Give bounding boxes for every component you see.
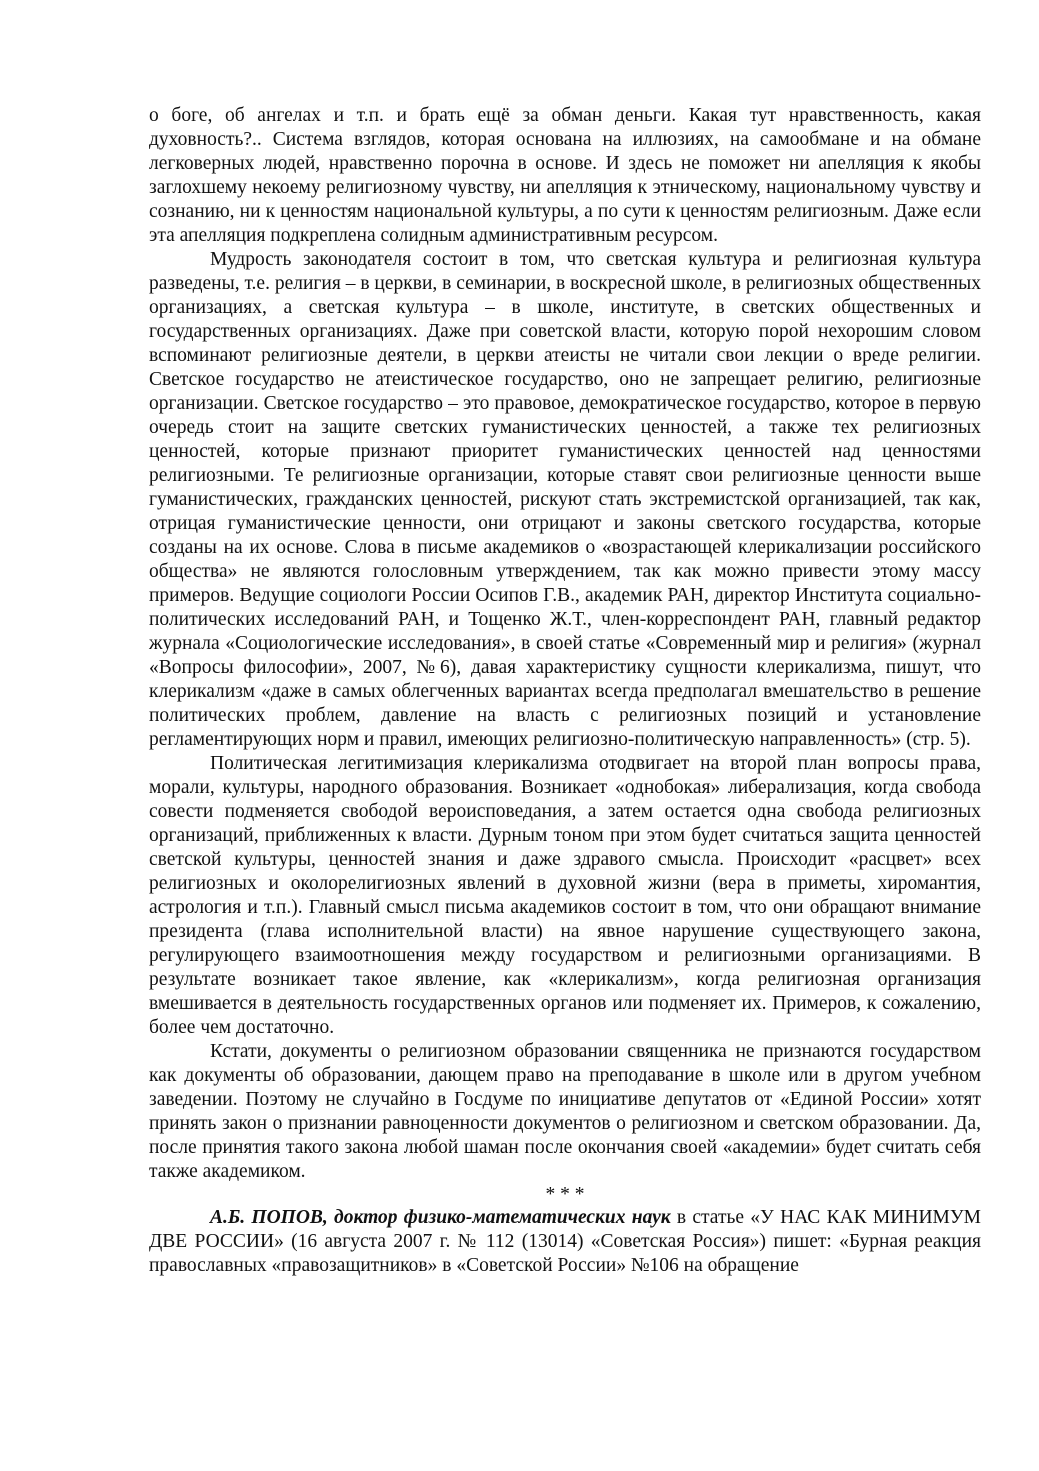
author-name: А.Б. ПОПОВ, доктор физико-математических наук bbox=[210, 1207, 671, 1228]
section-separator: * * * bbox=[545, 1184, 585, 1205]
paragraph-legislator-wisdom: Мудрость законодателя состоит в том, что светская культура и религиозная культура разведены, т.е. религия – в церкви, в семинарии, в воскресной школе, в религиозных общественных организациях, а светская культура – в школе, институте, в светских общественных и государственных организациях. Даже при советской власти, которую порой нехорошим словом вспоминают религиозные деятели, в церкви атеисты не читали свои лекции о вреде религии. Светское государство не атеистическое государство, оно не запрещает религию, религиозные организации. Светское государство – это правовое, демократическое государство, которое в первую очередь стоит на защите светских гуманистических ценностей, а также тех религиозных ценностей, которые признают приоритет гуманистических ценностей над ценностями религиозными. Те религиозные организации, которые ставят свои религиозные ценности выше гуманистических, гражданских ценностей, рискуют стать экстремистской организацией, так как, отрицая гуманистические ценности, они отрицают и законы светского государства, которые созданы на их основе. Слова в письме академиков о «возрастающей клерикализации российского общества» не являются голословным утверждением, так как можно привести этому массу примеров. Ведущие социологи России Осипов Г.В., академик РАН, директор Института социально-политических исследований РАН, и Тощенко Ж.Т., член-корреспондент РАН, главный редактор журнала «Социологические исследования», в своей статье «Современный мир и религия» (журнал «Вопросы философии», 2007, №6), давая характеристику сущности клерикализма, пишут, что клерикализм «даже в самых облегченных вариантах всегда предполагал вмешательство в решение политических проблем, давление на власть с религиозных позиций и установление регламентирующих норм и правил, имеющих религиозно-политическую направленность» (стр. 5). bbox=[149, 249, 981, 750]
document-page bbox=[149, 104, 981, 1278]
paragraph-religious-education: Кстати, документы о религиозном образовании священника не признаются государством как документы об образовании, дающем право на преподавание в школе или в другом учебном заведении. Поэтому не случайно в Госдуме по инициативе депутатов от «Единой России» хотят принять закон о признании равноценности документов о религиозном и светском образовании. Да, после принятия такого закона любой шаман после окончания своей «академии» будет считать себя также академиком. bbox=[149, 1041, 981, 1182]
paragraph-popov-text: в статье «У НАС КАК МИНИМУМ ДВЕ РОССИИ» (16 августа 2007 г. № 112 (13014) «Советская Россия») пишет: «Бурная реакция православных «правозащитников» в «Советской России» №106 на обращение bbox=[149, 1207, 982, 1276]
paragraph-political-legitimization: Политическая легитимизация клерикализма отодвигает на второй план вопросы права, морали, культуры, народного образования. Возникает «однобокая» либерализация, когда свобода совести подменяется свободой вероисповедания, а затем остается одна свобода религиозных организаций, приближенных к власти. Дурным тоном при этом будет считаться защита ценностей светской культуры, ценностей знания и даже здравого смысла. Происходит «расцвет» всех религиозных и околорелигиозных явлений в духовной жизни (вера в приметы, хиромантия, астрология и т.п.). Главный смысл письма академиков состоит в том, что они обращают внимание президента (глава исполнительной власти) на явное нарушение существующего закона, регулирующего взаимоотношения между государством и религиозными организациями. В результате возникает такое явление, как «клерикализм», когда религиозная организация вмешивается в деятельность государственных органов или подменяет их. Примеров, к сожалению, более чем достаточно. bbox=[149, 753, 981, 1038]
paragraph-popov-article bbox=[149, 1206, 981, 1278]
paragraph-continuation: о боге, об ангелах и т.п. и брать ещё за обман деньги. Какая тут нравственность, какая духовность?.. Система взглядов, которая основана на иллюзиях, на самообмане и на обмане легковерных людей, нравственно порочна в основе. И здесь не поможет ни апелляция к якобы заглохшему некоему религиозному чувству, ни апелляция к этническому, национальному чувству и сознанию, ни к ценностям национальной культуры, а по сути к ценностям религиозным. Даже если эта апелляция подкреплена солидным административным ресурсом. bbox=[149, 105, 981, 246]
